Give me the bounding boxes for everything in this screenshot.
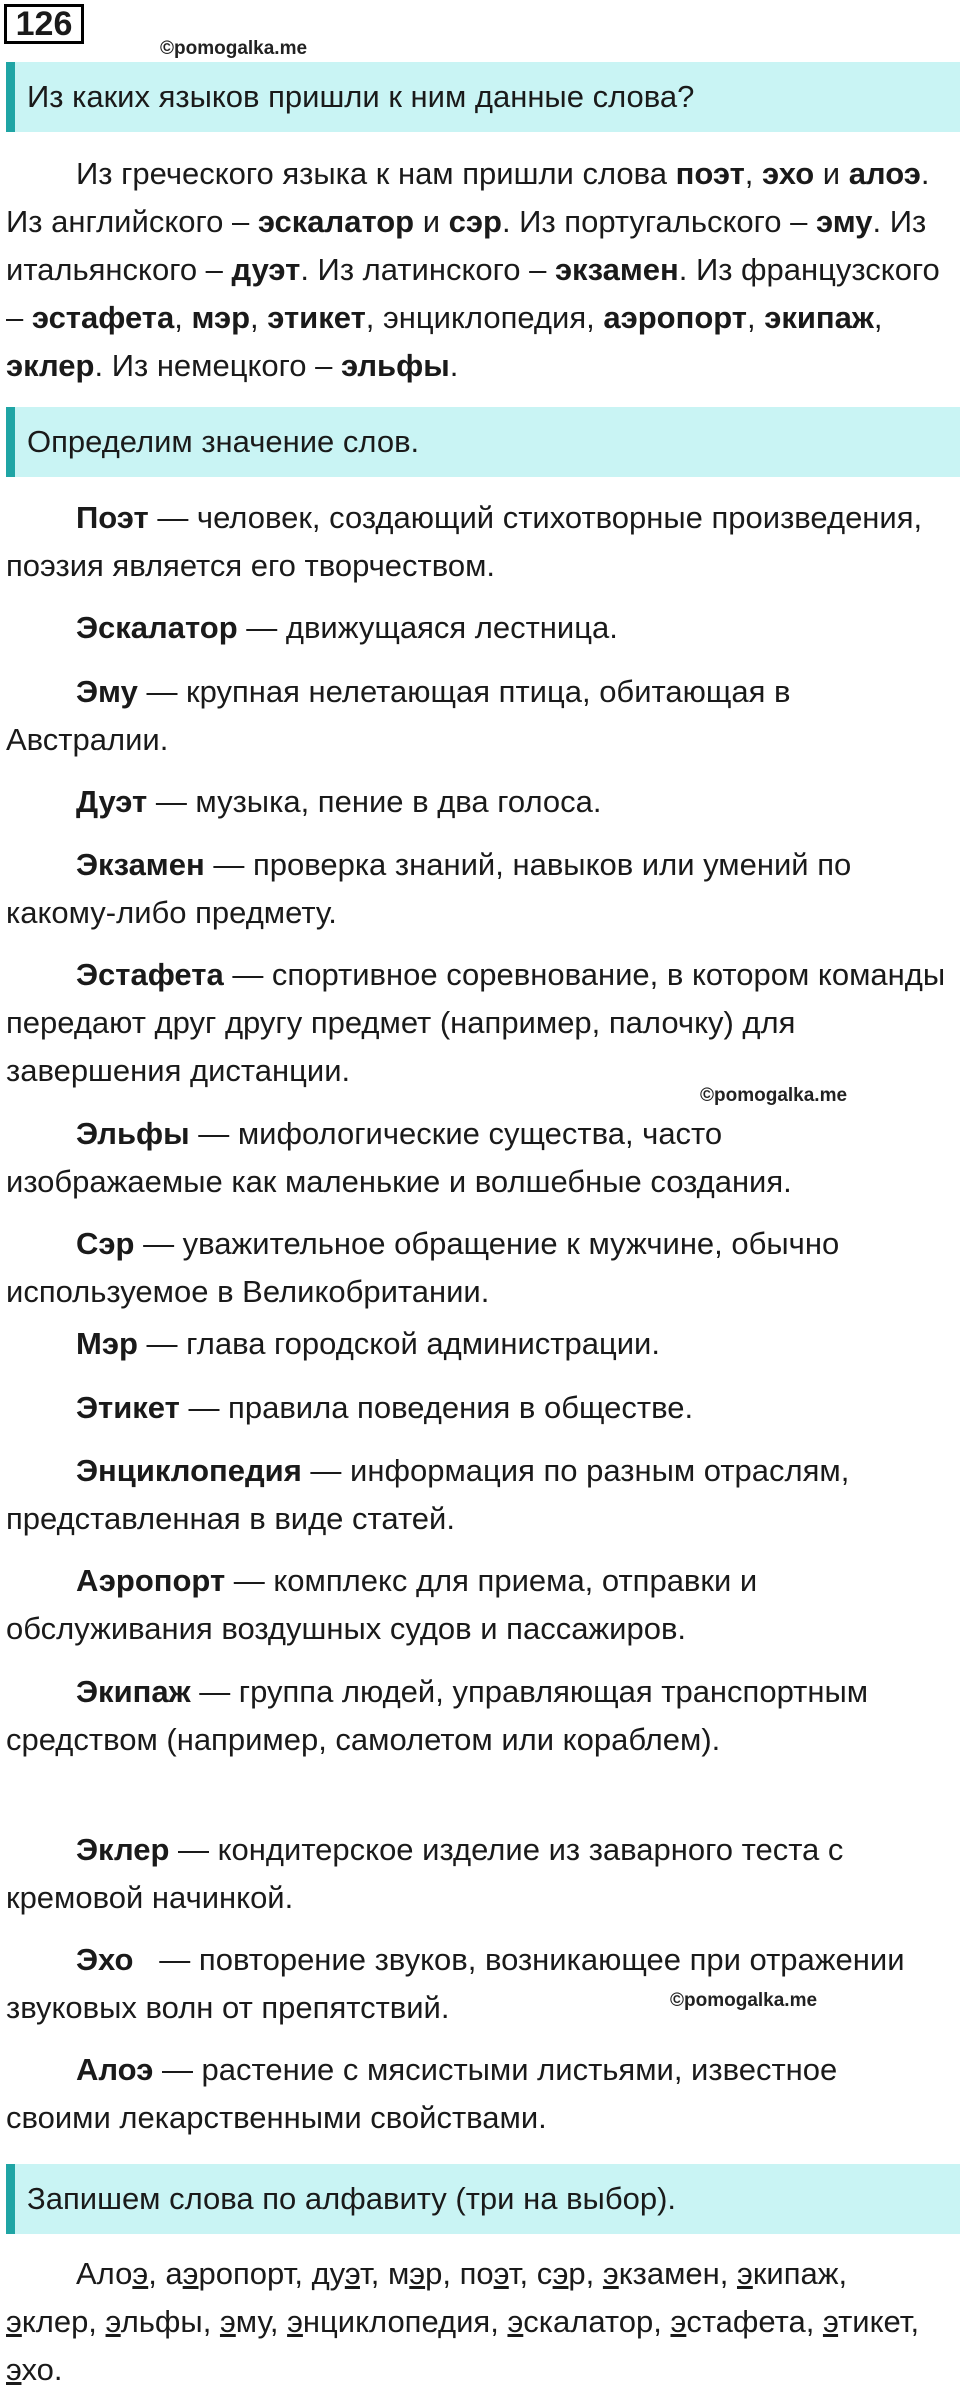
alphabet-list	[6, 2250, 946, 2394]
definition-item: Эльфы — мифологические существа, часто изображаемые как маленькие и волшебные создания.	[6, 1116, 792, 1199]
alphabet-word: эму,	[219, 2304, 288, 2339]
definition-item: Сэр — уважительное обращение к мужчине, обычно используемое в Великобритании.	[6, 1226, 840, 1309]
definition-item: Экипаж — группа людей, управляющая транспортным средством (например, самолетом или кораблем).	[6, 1674, 869, 1757]
alphabet-word: экипаж,	[736, 2256, 848, 2291]
definition-item: Энциклопедия — информация по разным отраслям, представленная в виде статей.	[6, 1453, 850, 1536]
section-header-alphabet	[6, 2164, 960, 2234]
definition-item: Эскалатор — движущаяся лестница.	[76, 610, 618, 645]
alphabet-word: сэр,	[536, 2256, 603, 2291]
definition-item: Дуэт — музыка, пение в два голоса.	[76, 784, 602, 819]
origins-paragraph: Из греческого языка к нам пришли слова поэт, эхо и алоэ. Из английского – эскалатор и сэр. Из португальского – эму. Из итальянского – дуэт. Из латинского – экзамен. Из французского – эстафета, мэр, этикет, энциклопедия, аэропорт, экипаж, эклер. Из немецкого – эльфы.	[6, 156, 940, 383]
alphabet-word: дуэт,	[311, 2256, 388, 2291]
watermark: ©pomogalka.me	[700, 1085, 848, 1106]
alphabet-word: эльфы,	[105, 2304, 220, 2339]
alphabet-word: эхо.	[6, 2352, 63, 2387]
section-header-origins	[6, 62, 960, 132]
section-title: Определим значение слов.	[27, 424, 420, 459]
alphabet-word: Алоэ,	[76, 2256, 166, 2291]
task-number: 126	[4, 4, 84, 44]
watermark: ©pomogalka.me	[670, 1990, 818, 2011]
section-title: Из каких языков пришли к ним данные слова?	[27, 79, 695, 114]
definition-item: Аэропорт — комплекс для приема, отправки и обслуживания воздушных судов и пассажиров.	[6, 1563, 758, 1646]
alphabet-word: экзамен,	[602, 2256, 737, 2291]
alphabet-word: эскалатор,	[507, 2304, 671, 2339]
section-header-definitions	[6, 407, 960, 477]
alphabet-word: поэт,	[459, 2256, 537, 2291]
definition-item: Экзамен — проверка знаний, навыков или умений по какому-либо предмету.	[6, 847, 852, 930]
watermark: ©pomogalka.me	[160, 38, 308, 59]
definition-item: Поэт — человек, создающий стихотворные произведения, поэзия является его творчеством.	[6, 500, 923, 583]
alphabet-word: эклер,	[6, 2304, 106, 2339]
definition-item: Эстафета — спортивное соревнование, в котором команды передают друг другу предмет (например, палочку) для завершения дистанции.	[6, 957, 946, 1088]
definition-item: Алоэ — растение с мясистыми листьями, известное своими лекарственными свойствами.	[6, 2052, 838, 2135]
definition-item: Мэр — глава городской администрации.	[76, 1326, 660, 1361]
alphabet-word: этикет,	[822, 2304, 920, 2339]
section-title: Запишем слова по алфавиту (три на выбор).	[27, 2181, 677, 2216]
alphabet-word: энциклопедия,	[287, 2304, 508, 2339]
definition-item: Этикет — правила поведения в обществе.	[76, 1390, 694, 1425]
definition-item: Эхо — повторение звуков, возникающее при отражении звуковых волн от препятствий.	[6, 1942, 914, 2025]
definition-item: Эму — крупная нелетающая птица, обитающая в Австралии.	[6, 674, 791, 757]
alphabet-word: эстафета,	[670, 2304, 823, 2339]
definition-item: Эклер — кондитерское изделие из заварного теста с кремовой начинкой.	[6, 1832, 844, 1915]
alphabet-word: аэропорт,	[165, 2256, 312, 2291]
alphabet-word: мэр,	[387, 2256, 460, 2291]
